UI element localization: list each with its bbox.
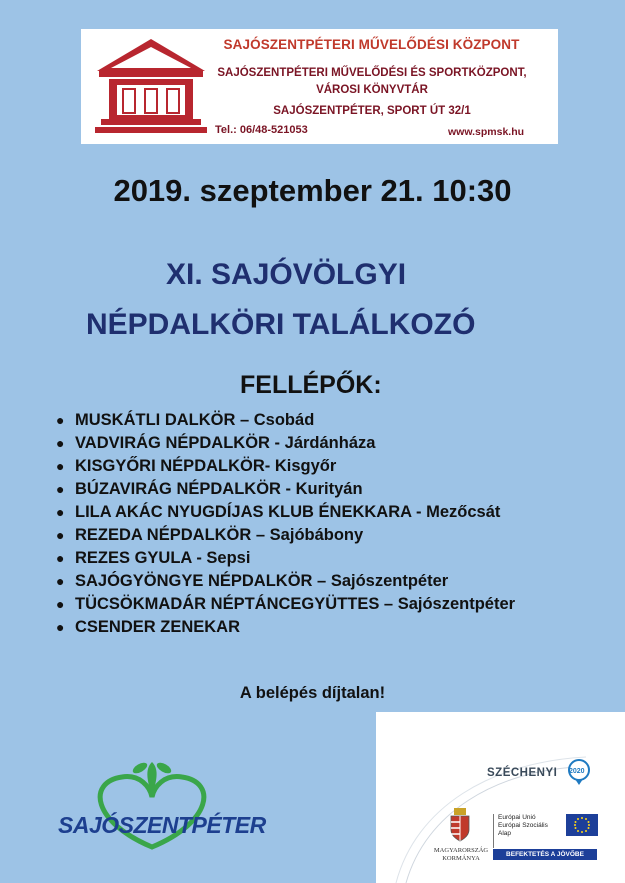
org-address: SAJÓSZENTPÉTER, SPORT ÚT 32/1 [273, 105, 471, 117]
performer-place: Csobád [253, 411, 315, 429]
event-title-line2: NÉPDALKÖRI TALÁLKOZÓ [86, 308, 476, 341]
list-item [56, 501, 515, 524]
performer-place: Mezőcsát [426, 503, 501, 521]
eu-label [498, 814, 548, 838]
bullet-icon: ● [56, 458, 65, 474]
performer-name: VADVIRÁG NÉPDALKÖR [75, 434, 270, 452]
org-subtitle-line1: SAJÓSZENTPÉTERI MŰVELŐDÉSI ÉS SPORTKÖZPONT, [217, 67, 527, 79]
performer-place: Sepsi [206, 549, 251, 567]
org-phone: Tel.: 06/48-521053 [215, 124, 308, 136]
performers-heading: FELLÉPŐK: [240, 371, 382, 399]
government-line2: KORMÁNYA [442, 855, 480, 862]
government-line1: MAGYARORSZÁG [433, 847, 489, 854]
performer-separator: – [251, 526, 270, 544]
performer-separator: – [379, 595, 398, 613]
list-item [56, 547, 515, 570]
bullet-icon: ● [56, 412, 65, 428]
performer-place: Kisgyőr [274, 457, 337, 475]
list-item [56, 432, 515, 455]
list-item [56, 478, 515, 501]
org-subtitle-line2: VÁROSI KÖNYVTÁR [316, 84, 428, 96]
performer-separator: - [264, 457, 275, 475]
event-title [0, 250, 625, 350]
performer-separator: - [269, 434, 285, 452]
performer-place: Sajóbábony [269, 526, 364, 544]
funding-panel [376, 712, 625, 883]
bullet-icon: ● [56, 435, 65, 451]
coat-of-arms-icon [449, 808, 471, 842]
eu-flag-icon [566, 814, 598, 836]
eu-line3: Alap [498, 830, 512, 837]
szechenyi-label: SZÉCHENYI [487, 767, 558, 779]
organization-header [81, 29, 558, 144]
government-label [432, 847, 490, 863]
performer-name: KISGYŐRI NÉPDALKÖR [75, 457, 265, 475]
performer-name: SAJÓGYÖNGYE NÉPDALKÖR [75, 572, 313, 590]
performer-name: REZES GYULA [75, 549, 192, 567]
bullet-icon: ● [56, 504, 65, 520]
org-website: www.spmsk.hu [448, 126, 525, 138]
bullet-icon: ● [56, 573, 65, 589]
list-item [56, 616, 515, 639]
performer-separator: – [312, 572, 331, 590]
list-item [56, 524, 515, 547]
performer-separator: - [411, 503, 427, 521]
bullet-icon: ● [56, 481, 65, 497]
performer-place: Járdánháza [284, 434, 376, 452]
performer-place: Kurityán [295, 480, 363, 498]
performer-separator: – [235, 411, 254, 429]
org-name: SAJÓSZENTPÉTERI MŰVELŐDÉSI KÖZPONT [223, 37, 520, 52]
town-logo-text: SAJÓSZENTPÉTER [58, 812, 266, 838]
performers-list [56, 409, 515, 639]
list-item [56, 455, 515, 478]
performer-name: TÜCSÖKMADÁR NÉPTÁNCEGYÜTTES [75, 595, 380, 613]
event-title-line1: XI. SAJÓVÖLGYI [166, 258, 407, 291]
list-item [56, 593, 515, 616]
org-subtitle [193, 65, 551, 99]
invest-banner: BEFEKTETÉS A JÖVŐBE [493, 849, 597, 860]
performer-name: MUSKÁTLI DALKÖR [75, 411, 236, 429]
bullet-icon: ● [56, 619, 65, 635]
performer-separator: - [280, 480, 296, 498]
town-heart-logo-icon [52, 752, 252, 862]
performer-name: CSENDER ZENEKAR [75, 618, 241, 636]
bullet-icon: ● [56, 596, 65, 612]
eu-block [493, 814, 598, 848]
event-date: 2019. szeptember 21. 10:30 [113, 173, 512, 208]
eu-line2: Európai Szociális [498, 822, 548, 829]
list-item [56, 409, 515, 432]
list-item [56, 570, 515, 593]
szechenyi-year: 2020 [569, 768, 585, 775]
performer-name: LILA AKÁC NYUGDÍJAS KLUB ÉNEKKARA [75, 503, 412, 521]
performer-name: REZEDA NÉPDALKÖR [75, 526, 252, 544]
performer-separator: - [191, 549, 207, 567]
free-entry-notice: A belépés díjtalan! [239, 684, 386, 702]
performer-name: BÚZAVIRÁG NÉPDALKÖR [75, 480, 281, 498]
eu-line1: Európai Unió [498, 814, 536, 821]
bullet-icon: ● [56, 527, 65, 543]
performer-place: Sajószentpéter [397, 595, 516, 613]
performer-place: Sajószentpéter [330, 572, 449, 590]
bullet-icon: ● [56, 550, 65, 566]
